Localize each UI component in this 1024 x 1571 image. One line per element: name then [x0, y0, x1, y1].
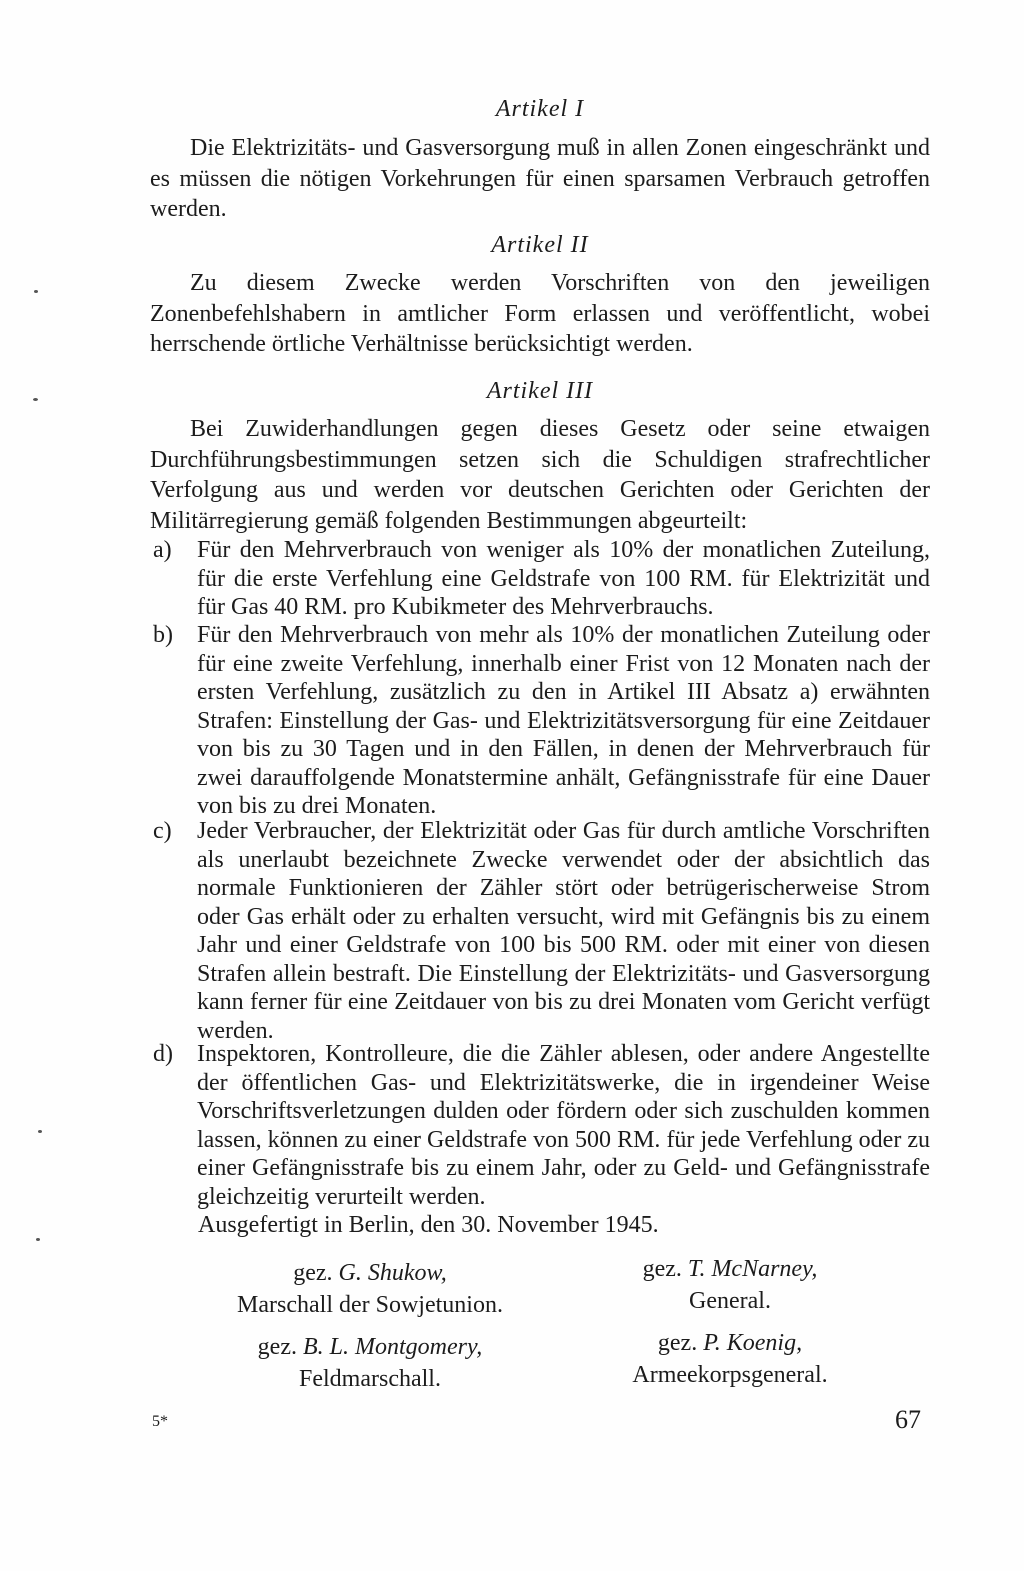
signature-montgomery: [225, 1331, 515, 1395]
article-1-heading: Artikel I: [495, 96, 585, 122]
signature-name: B. L. Montgomery,: [302, 1334, 483, 1360]
scan-speck: [33, 398, 38, 401]
article-2-text: Zu diesem Zwecke werden Vorschriften von den jeweiligen Zonenbefehlshabern in amtlicher Form erlassen und veröffentlicht, wobei herrschende örtliche Verhältnisse berücksichtigt werden.: [150, 270, 930, 357]
article-3-text: Bei Zuwiderhandlungen gegen dieses Gesetz oder seine etwaigen Durchführungsbestimmungen setzen sich die Schuldigen strafrechtlicher Verfolgung aus und werden vor deutschen Gerichten oder Gerichten der Militärregierung gemäß folgenden Bestimmungen abgeurteilt:: [150, 416, 930, 534]
signature-koenig: [600, 1327, 860, 1391]
article-2-heading: Artikel II: [491, 232, 589, 258]
provision-d-label: d): [153, 1041, 173, 1067]
provision-d-text: Inspektoren, Kontrolleure, die die Zähler ablesen, oder andere Angestellte der öffentlichen Gas- und Elektrizitätswerke, die in irgendeiner Weise Vorschriftsverletzungen dulden oder fördern oder sich zuschulden kommen lassen, können zu einer Geldstrafe von 500 RM. für jede Verfehlung oder zu einer Gefängnisstrafe bis zu einem Jahr, oder zu Geld- und Gefängnisstrafe gleichzeitig verurteilt werden.: [197, 1041, 930, 1210]
signature-mcnarney: [600, 1253, 860, 1317]
signature-name: P. Koenig,: [703, 1330, 803, 1356]
scan-speck: [34, 290, 38, 293]
provision-a-label: a): [153, 537, 172, 563]
signature-title: Feldmarschall.: [299, 1366, 441, 1392]
signature-title: General.: [689, 1288, 771, 1314]
signature-name: G. Shukow,: [338, 1260, 447, 1286]
provision-c: [150, 817, 930, 1045]
provision-a: [150, 536, 930, 622]
signature-prefix: gez.: [642, 1256, 682, 1282]
signature-name: T. McNarney,: [687, 1256, 818, 1282]
provision-d: [150, 1040, 930, 1211]
signature-mark: 5*: [152, 1413, 168, 1430]
page-number: 67: [895, 1405, 921, 1434]
signature-title: Marschall der Sowjetunion.: [237, 1292, 503, 1318]
provision-a-text: Für den Mehrverbrauch von weniger als 10% der monatlichen Zuteilung, für die erste Verfehlung eine Geldstrafe von 100 RM. für Elektrizität und für Gas 40 RM. pro Kubikmeter des Mehrverbrauchs.: [197, 537, 930, 620]
scan-speck: [36, 1238, 40, 1241]
provision-b-text: Für den Mehrverbrauch von mehr als 10% der monatlichen Zuteilung oder für eine zweite Verfehlung, innerhalb einer Frist von 12 Monaten nach der ersten Verfehlung, zusätzlich zu den in Artikel III Absatz a) erwähnten Strafen: Einstellung der Gas- und Elektrizitätsversorgung für eine Zeitdauer von bis zu 30 Tagen und in den Fällen, in denen der Mehrverbrauch für zwei darauffolgende Monatstermine anhält, Gefängnisstrafe für eine Dauer von bis zu drei Monaten.: [197, 622, 930, 819]
article-1-text: Die Elektrizitäts- und Gasversorgung muß in allen Zonen eingeschränkt und es müssen die nötigen Vorkehrungen für einen sparsamen Verbrauch getroffen werden.: [150, 135, 930, 222]
signature-prefix: gez.: [657, 1330, 698, 1356]
provision-c-label: c): [153, 818, 172, 844]
provision-b: [150, 621, 930, 821]
article-3-heading: Artikel III: [486, 378, 594, 404]
signature-prefix: gez.: [293, 1260, 333, 1286]
provision-b-label: b): [153, 622, 173, 648]
signature-title: Armeekorpsgeneral.: [632, 1362, 828, 1388]
scan-speck: [38, 1130, 42, 1133]
signature-prefix: gez.: [257, 1334, 297, 1360]
provision-c-text: Jeder Verbraucher, der Elektrizität oder Gas für durch amtliche Vorschriften als unerlaubt bezeichnete Zwecke verwendet oder der absichtlich das normale Funktionieren der Zähler stört oder betrügerischerweise Strom oder Gas erhält oder zu erhalten versucht, wird mit Gefängnis bis zu einem Jahr und einer Geldstrafe von 100 bis 500 RM. oder mit einer von diesen Strafen allein bestraft. Die Einstellung der Elektrizitäts- und Gasversorgung kann ferner für eine Zeitdauer von bis zu drei Monaten vom Gericht verfügt werden.: [197, 818, 930, 1044]
date-line: Ausgefertigt in Berlin, den 30. November 1945.: [198, 1212, 659, 1238]
signature-shukow: [220, 1257, 520, 1321]
